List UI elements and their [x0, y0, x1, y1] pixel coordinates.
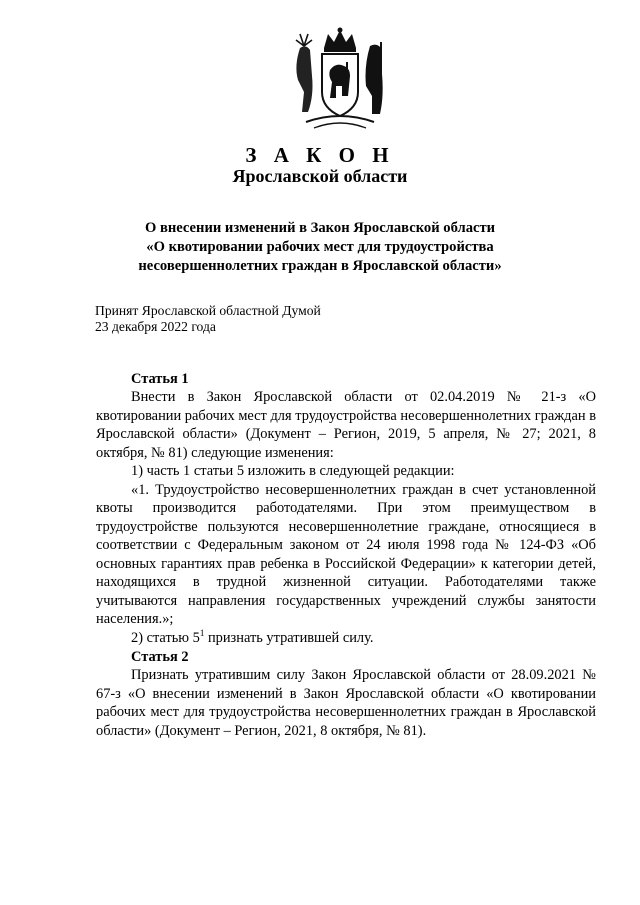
adoption-body: Принят Ярославской областной Думой — [95, 303, 321, 318]
article-1-quote: «1. Трудоустройство несовершеннолетних граждан в счет установленной квоты производится работодателями. При этом преимуществом в трудоустройстве пользуются несовершеннолетние граждане, относящиеся в соответствии с Федеральным законом от 24 июля 1998 года № 124-ФЗ «Об основных гарантиях прав ребенка в Российской Федерации» к категории детей, находящихся в трудной жизненной ситуации. Работодателями также учитываются направления государственных учреждений службы занятости населения.»; — [96, 481, 596, 627]
law-title: З А К О Н — [245, 143, 395, 167]
adoption-date: 23 декабря 2022 года — [95, 319, 216, 334]
article-1 — [96, 370, 596, 647]
law-subtitle — [60, 219, 580, 276]
article-1-intro: Внести в Закон Ярославской области от 02.04.2019 № 21-з «О квотировании рабочих мест для трудоустройства несовершеннолетних граждан в Ярославской области» (Документ – Регион, 2019, 5 апреля, № 27; 2021, 8 октября, № 81) следующие изменения: — [96, 389, 596, 461]
article-1-item-1: 1) часть 1 статьи 5 изложить в следующей редакции: — [131, 463, 455, 479]
article-1-item-2 — [96, 629, 596, 648]
yaroslavl-coat-of-arms-icon — [284, 26, 396, 136]
subtitle-line: О внесении изменений в Закон Ярославской области — [144, 220, 496, 236]
item-2-superscript: 1 — [199, 627, 205, 638]
law-region: Ярославской области — [232, 166, 408, 186]
article-2-text: Признать утратившим силу Закон Ярославской области от 28.09.2021 № 67-з «О внесении изменений в Закон Ярославской области «О квотировании рабочих мест для трудоустройства несовершеннолетних граждан в Ярославской области» (Документ – Регион, 2021, 8 октября, № 81). — [96, 667, 596, 739]
item-2-text-after: признать утратившей силу. — [204, 629, 374, 646]
subtitle-line: несовершеннолетних граждан в Ярославской области» — [138, 258, 502, 274]
article-1-heading: Статья 1 — [131, 371, 189, 387]
article-2-heading: Статья 2 — [131, 649, 189, 665]
item-2-text-before: 2) статью 5 — [131, 629, 200, 646]
article-2 — [96, 648, 596, 740]
adoption-note — [95, 303, 321, 335]
subtitle-line: «О квотировании рабочих мест для трудоустройства — [146, 239, 494, 255]
